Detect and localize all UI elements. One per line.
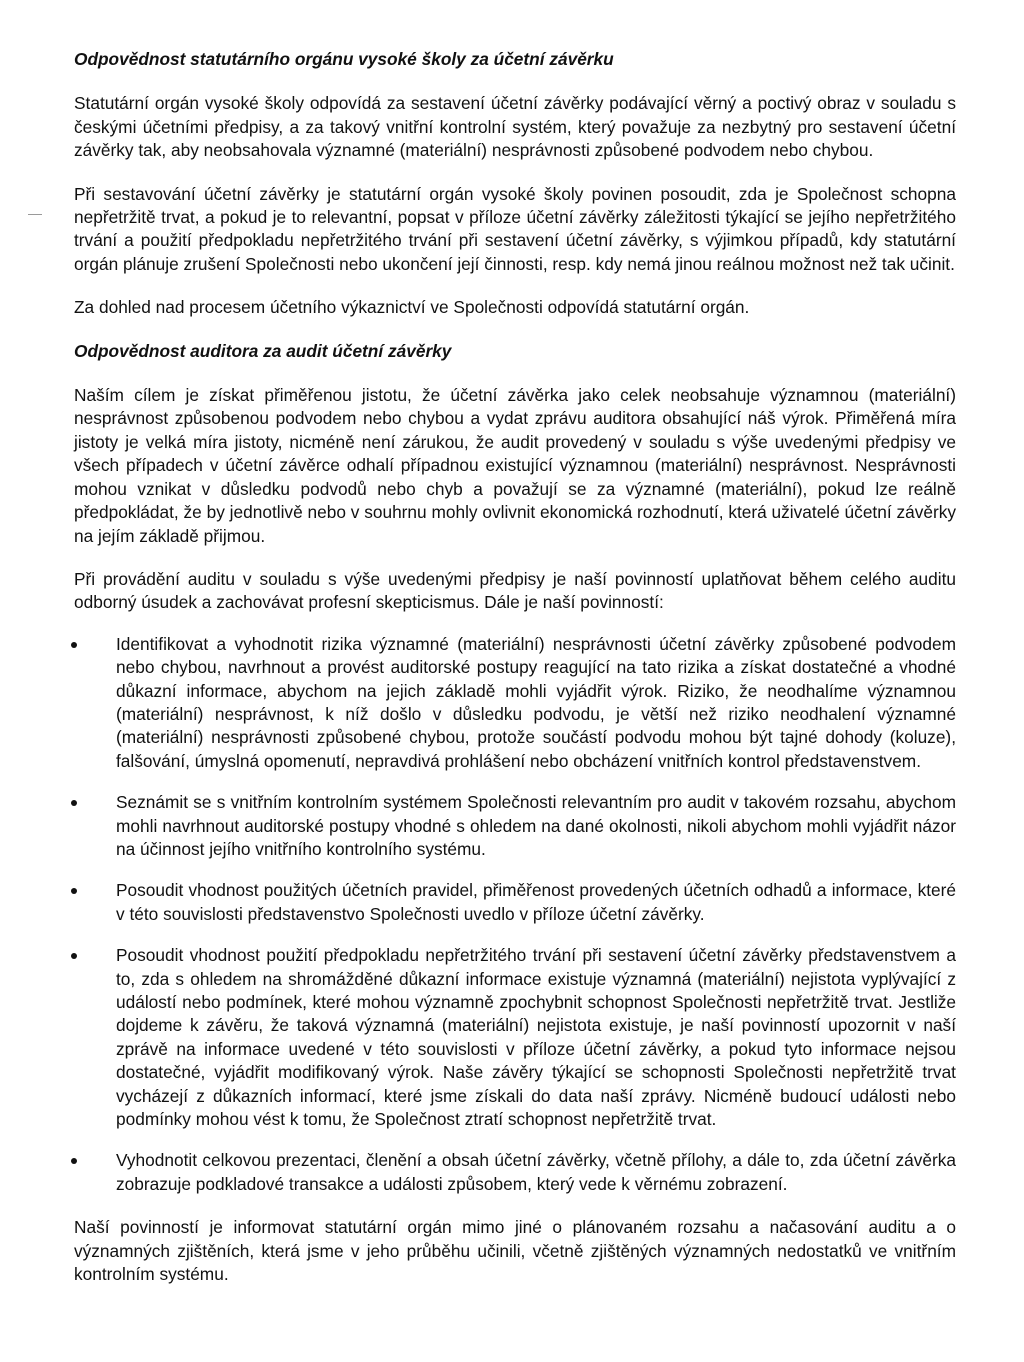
- section-heading-auditor-responsibility: Odpovědnost auditora za audit účetní závěrky: [74, 340, 452, 361]
- paragraph-auditor-2: Při provádění auditu v souladu s výše uvedenými předpisy je naší povinností uplatňovat během celého auditu odborný úsudek a zachovávat profesní skepticismus. Dále je naší povinností:: [74, 568, 956, 613]
- document-body: [74, 48, 956, 1286]
- bullet-icon: [71, 1158, 77, 1164]
- list-item-text: Vyhodnotit celkovou prezentaci, členění a obsah účetní závěrky, včetně přílohy, a dále to, zda účetní závěrka zobrazuje podkladové transakce a události způsobem, který vede k věrnému zobrazení.: [116, 1150, 956, 1194]
- list-item: [74, 944, 956, 1131]
- paragraph-closing: Naší povinností je informovat statutární orgán mimo jiné o plánovaném rozsahu a načasování auditu a o významných zjištěních, která jsme v jeho průběhu učinili, včetně zjištěných významných nedostatků ve vnitřním kontrolním systému.: [74, 1217, 956, 1285]
- bullet-icon: [71, 642, 77, 648]
- list-item-text: Posoudit vhodnost použití předpokladu nepřetržitého trvání při sestavení účetní závěrky představenstvem a to, zda s ohledem na shromážděné důkazní informace existuje významná (materiální) nejistota vyplývající z událostí nebo podmínek, které mohou významně zpochybnit schopnost Společnosti nepřetržitě trvat. Jestliže dojdeme k závěru, že taková významná (materiální) nejistota existuje, je naší povinností upozornit v naší zprávě na informace uvedené v této souvislosti v příloze účetní závěrky, a pokud tyto informace nejsou dostatečné, vyjádřit modifikovaný výrok. Naše závěry týkající se schopnosti Společnosti nepřetržitě trvat vycházejí z důkazních informací, které jsme získali do data naší zprávy. Nicméně budoucí události nebo podmínky mohou vést k tomu, že Společnost ztratí schopnost nepřetržitě trvat.: [116, 945, 956, 1130]
- section-heading-statutory-responsibility: Odpovědnost statutárního orgánu vysoké školy za účetní závěrku: [74, 49, 614, 69]
- paragraph-statutory-3: Za dohled nad procesem účetního výkaznictví ve Společnosti odpovídá statutární orgán.: [74, 297, 750, 318]
- scan-mark: [28, 214, 42, 215]
- list-item: [74, 1149, 956, 1196]
- paragraph-auditor-1: Naším cílem je získat přiměřenou jistotu, že účetní závěrka jako celek neobsahuje významnou (materiální) nesprávnost způsobenou podvodem nebo chybou a vydat zprávu auditora obsahující náš výrok. Přiměřená míra jistoty je velká míra jistoty, nicméně není zárukou, že audit provedený v souladu s výše uvedenými předpisy ve všech případech v účetní závěrce odhalí případnou existující významnou (materiální) nesprávnost. Nesprávnosti mohou vznikat v důsledku podvodů nebo chyb a považují se za významné (materiální), pokud lze reálně předpokládat, že by jednotlivě nebo v souhrnu mohly ovlivnit ekonomická rozhodnutí, která uživatelé účetní závěrky na jejím základě přijmou.: [74, 385, 956, 546]
- paragraph-statutory-1: Statutární orgán vysoké školy odpovídá za sestavení účetní závěrky podávající věrný a poctivý obraz v souladu s českými účetními předpisy, a za takový vnitřní kontrolní systém, který považuje za nezbytný pro sestavení účetní závěrky tak, aby neobsahovala významné (materiální) nesprávnosti způsobené podvodem nebo chybou.: [74, 93, 956, 161]
- auditor-duties-list: [74, 633, 956, 1197]
- list-item: [74, 879, 956, 926]
- list-item-text: Identifikovat a vyhodnotit rizika významné (materiální) nesprávnosti účetní závěrky způsobené podvodem nebo chybou, navrhnout a provést auditorské postupy reagující na tato rizika a získat dostatečné a vhodné důkazní informace, abychom na jejich základě mohli vyjádřit výrok. Riziko, že neodhalíme významnou (materiální) nesprávnost, k níž došlo v důsledku podvodu, je větší než riziko neodhalení významné (materiální) nesprávnosti způsobené chybou, protože součástí podvodu mohou být tajné dohody (koluze), falšování, úmyslná opomenutí, nepravdivá prohlášení nebo obcházení vnitřních kontrol představenstvem.: [116, 633, 956, 771]
- bullet-icon: [71, 800, 77, 806]
- bullet-icon: [71, 953, 77, 959]
- list-item: [74, 791, 956, 861]
- list-item: [74, 633, 956, 773]
- bullet-icon: [71, 888, 77, 894]
- paragraph-statutory-2: Při sestavování účetní závěrky je statutární orgán vysoké školy povinen posoudit, zda je Společnost schopna nepřetržitě trvat, a pokud je to relevantní, popsat v příloze účetní závěrky záležitosti týkající se jejího nepřetržitého trvání a použití předpokladu nepřetržitého trvání při sestavení účetní závěrky, s výjimkou případů, kdy statutární orgán plánuje zrušení Společnosti nebo ukončení její činnosti, resp. kdy nemá jinou reálnou možnost než tak učinit.: [74, 183, 956, 274]
- list-item-text: Seznámit se s vnitřním kontrolním systémem Společnosti relevantním pro audit v takovém rozsahu, abychom mohli navrhnout auditorské postupy vhodné s ohledem na dané okolnosti, nikoli abychom mohli vyjádřit názor na účinnost jejího vnitřního kontrolního systému.: [116, 792, 956, 859]
- list-item-text: Posoudit vhodnost použitých účetních pravidel, přiměřenost provedených účetních odhadů a informace, které v této souvislosti představenstvo Společnosti uvedlo v příloze účetní závěrky.: [116, 880, 956, 924]
